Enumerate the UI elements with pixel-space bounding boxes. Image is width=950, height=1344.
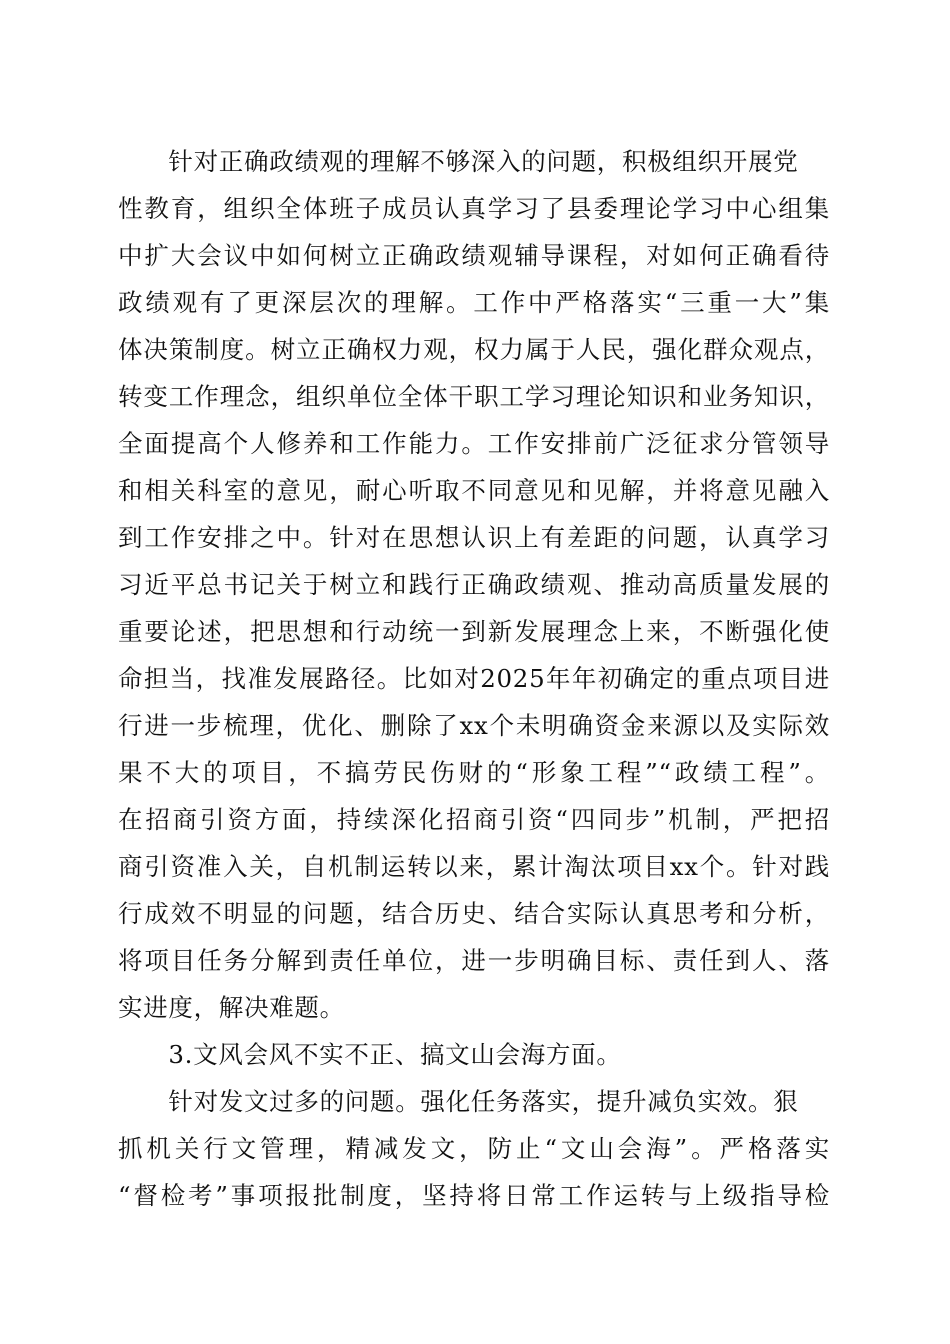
- text-line: 和相关科室的意见，耐心听取不同意见和见解，并将意见融入: [118, 476, 830, 505]
- text-line: 行进一步梳理，优化、删除了xx个未明确资金来源以及实际效: [118, 711, 830, 740]
- text-line: 针对正确政绩观的理解不够深入的问题，积极组织开展党: [118, 147, 799, 176]
- text-line: 商引资准入关，自机制运转以来，累计淘汰项目xx个。针对践: [118, 852, 830, 881]
- text-line: 命担当，找准发展路径。比如对2025年年初确定的重点项目进: [118, 664, 830, 693]
- text-line: 习近平总书记关于树立和践行正确政绩观、推动高质量发展的: [118, 570, 830, 599]
- paragraph-1: [118, 138, 830, 1031]
- text-line: “督检考”事项报批制度，坚持将日常工作运转与上级指导检: [118, 1181, 830, 1210]
- text-line: 行成效不明显的问题，结合历史、结合实际认真思考和分析，: [118, 899, 830, 928]
- text-line: 重要论述，把思想和行动统一到新发展理念上来，不断强化使: [118, 617, 830, 646]
- document-body: [118, 138, 830, 1219]
- paragraph-2: [118, 1078, 830, 1219]
- text-line: 全面提高个人修养和工作能力。工作安排前广泛征求分管领导: [118, 429, 830, 458]
- text-line: 抓机关行文管理，精减发文，防止“文山会海”。严格落实: [118, 1134, 830, 1163]
- section-heading: 3.文风会风不实不正、搞文山会海方面。: [118, 1040, 622, 1069]
- text-line: 政绩观有了更深层次的理解。工作中严格落实“三重一大”集: [118, 288, 830, 317]
- text-line: 到工作安排之中。针对在思想认识上有差距的问题，认真学习: [118, 523, 830, 552]
- text-line: 针对发文过多的问题。强化任务落实，提升减负实效。狠: [118, 1087, 799, 1116]
- text-line: 将项目任务分解到责任单位，进一步明确目标、责任到人、落: [118, 946, 830, 975]
- text-line: 转变工作理念，组织单位全体干职工学习理论知识和业务知识，: [118, 382, 830, 411]
- text-line: 体决策制度。树立正确权力观，权力属于人民，强化群众观点，: [118, 335, 830, 364]
- text-line: 性教育，组织全体班子成员认真学习了县委理论学习中心组集: [118, 194, 830, 223]
- text-line: 实进度，解决难题。: [118, 993, 345, 1022]
- text-line: 果不大的项目，不搞劳民伤财的“形象工程”“政绩工程”。: [118, 758, 830, 787]
- text-line: 中扩大会议中如何树立正确政绩观辅导课程，对如何正确看待: [118, 241, 830, 270]
- text-line: 在招商引资方面，持续深化招商引资“四同步”机制，严把招: [118, 805, 830, 834]
